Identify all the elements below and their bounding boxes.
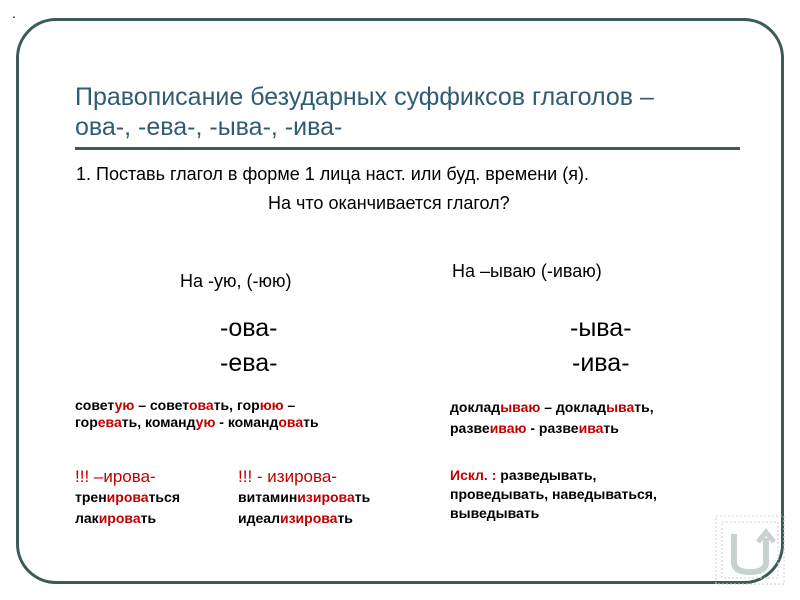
decorative-dot: . [12,5,16,21]
exception-line-1: Искл. : разведывать, [450,467,597,483]
title-divider [75,147,740,150]
exception-line-2: проведывать, наведываться, [450,486,657,502]
suffix-ova: -ова- [220,314,278,342]
note-irova [75,466,180,529]
left-example-line-2: горевать, командую - командовать [75,414,319,430]
right-column-heading: На –ываю (-иваю) [452,261,602,281]
note-izirova-word-1: витаминизировать [238,489,371,505]
right-example-line-1: докладываю – докладывать, [450,399,654,415]
slide-title [75,82,755,142]
note-irova-heading: !!! –ирова- [75,467,156,486]
right-example [450,397,654,439]
note-izirova-heading: !!! - изирова- [238,467,337,486]
left-example [75,397,319,431]
left-column-heading: На -ую, (-юю) [180,271,292,291]
task-line-1: 1. Поставь глагол в форме 1 лица наст. или буд. времени (я). [76,164,589,184]
note-izirova [238,466,370,529]
exception-line-3: выведывать [450,505,540,521]
right-example-line-2: развеиваю - развеивать [450,420,619,436]
left-example-line-1: советую – советовать, горюю – [75,397,296,413]
title-line-1: Правописание безударных суффиксов глаголов – [75,83,654,111]
suffix-iva: -ива- [572,349,630,377]
note-irova-word-1: тренироваться [75,489,180,505]
task-line-2: На что оканчивается глагол? [268,193,510,213]
suffix-yva: -ыва- [570,314,632,342]
exception-note [450,466,657,523]
suffix-eva: -ева- [220,349,278,377]
title-line-2: ова-, -ева-, -ыва-, -ива- [75,113,343,141]
note-izirova-word-2: идеализировать [238,510,353,526]
note-irova-word-2: лакировать [75,510,157,526]
return-arrow-icon[interactable] [712,512,788,588]
